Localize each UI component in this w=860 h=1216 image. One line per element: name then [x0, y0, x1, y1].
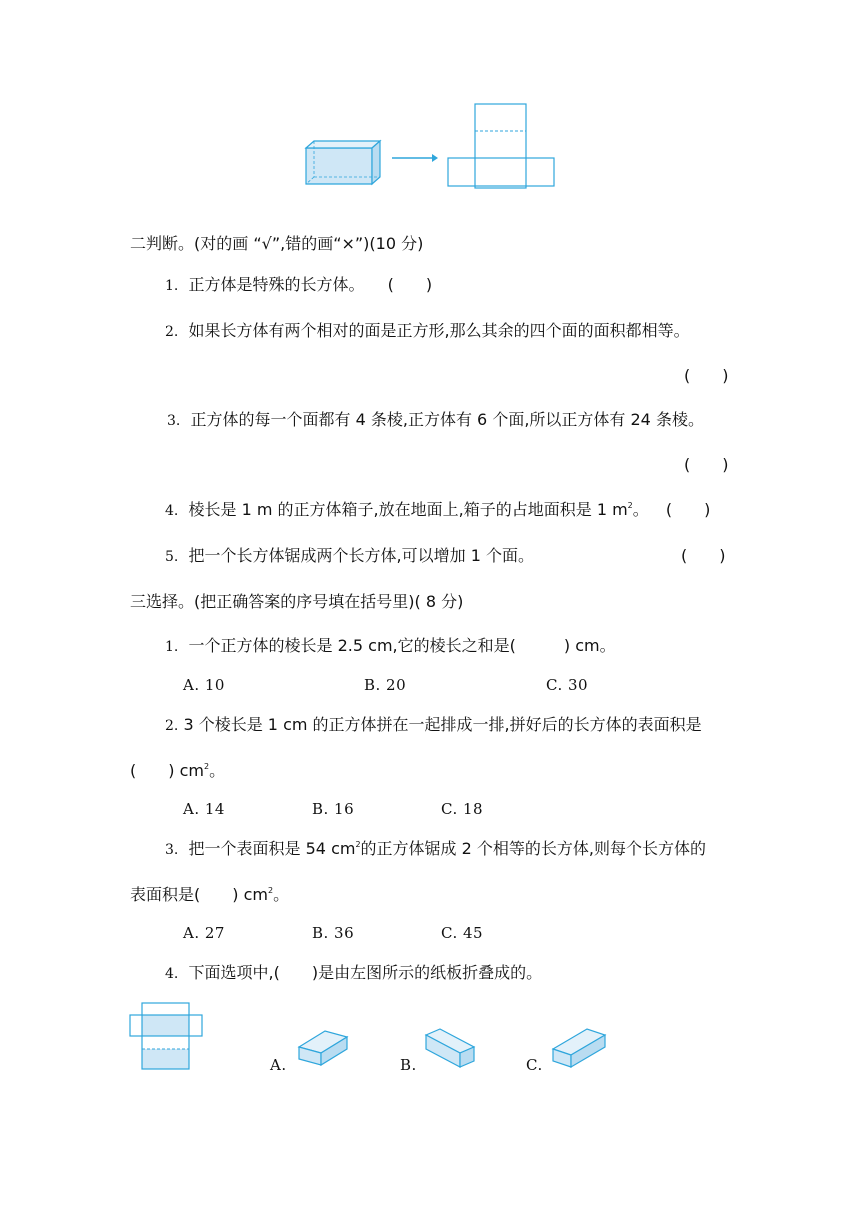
cuboid-figure-top [300, 138, 382, 188]
option-b[interactable]: B. 16 [312, 800, 355, 818]
judge-item-1: 1. 正方体是特殊的长方体。 ( ) [165, 275, 433, 294]
option-c[interactable]: C. 18 [441, 800, 484, 818]
option-a[interactable]: A. 27 [183, 924, 225, 942]
option-b[interactable]: B. 36 [312, 924, 355, 942]
option-a[interactable]: A. 10 [183, 676, 225, 694]
choice-question-3-line2: 表面积是( ) $cm^2$。 [130, 885, 290, 904]
choice-label-a[interactable]: A. [270, 1056, 287, 1074]
judge-item-2: 2. 如果长方体有两个相对的面是正方形,那么其余的四个面的面积都相等。 [165, 321, 690, 340]
cuboid-choice-b[interactable] [422, 1027, 480, 1071]
choice-label-c[interactable]: C. [526, 1056, 543, 1074]
option-a[interactable]: A. 14 [183, 800, 225, 818]
judge-item-3: 3. 正方体的每一个面都有 4 条棱,正方体有 6 个面,所以正方体有 24 条棱。 [167, 410, 704, 429]
judge-item-5: 5. 把一个长方体锯成两个长方体,可以增加 1 个面。 [165, 546, 534, 565]
choice-question-4: 4. 下面选项中,( )是由左图所示的纸板折叠成的。 [165, 963, 543, 982]
net-figure-q4 [128, 1001, 206, 1073]
choice-question-2: 2. 3 个棱长是 1 cm 的正方体拼在一起排成一排,拼好后的长方体的表面积是 [165, 715, 702, 734]
option-c[interactable]: C. 30 [546, 676, 589, 694]
choice-question-3: 3. 把一个表面积是 54 $cm^2$的正方体锯成 2 个相等的长方体,则每个长方体的 [165, 839, 706, 858]
section-heading-choice: 三选择。(把正确答案的序号填在括号里)( 8 分) [130, 592, 464, 611]
option-b[interactable]: B. 20 [364, 676, 407, 694]
net-figure-top [446, 102, 556, 190]
choice-question-1: 1. 一个正方体的棱长是 2.5 cm,它的棱长之和是( ) cm。 [165, 636, 616, 655]
section-heading-judge: 二判断。(对的画 “√”,错的画“×”)(10 分) [130, 234, 424, 253]
answer-paren[interactable]: ( ) [684, 455, 729, 474]
answer-paren[interactable]: ( ) [684, 366, 729, 385]
answer-paren[interactable]: ( ) [387, 275, 433, 294]
choice-label-b[interactable]: B. [400, 1056, 417, 1074]
cuboid-choice-a[interactable] [295, 1027, 353, 1067]
cuboid-choice-c[interactable] [549, 1025, 609, 1071]
choice-question-2-line2: ( ) $cm^2$。 [130, 761, 226, 780]
option-c[interactable]: C. 45 [441, 924, 484, 942]
judge-item-4: 4. 棱长是 1 m 的正方体箱子,放在地面上,箱子的占地面积是 1 $m^2$。 ( ) [165, 500, 711, 519]
answer-paren[interactable]: ( ) [681, 546, 726, 565]
arrow-icon [390, 152, 440, 164]
answer-paren[interactable]: ( ) [665, 500, 711, 519]
